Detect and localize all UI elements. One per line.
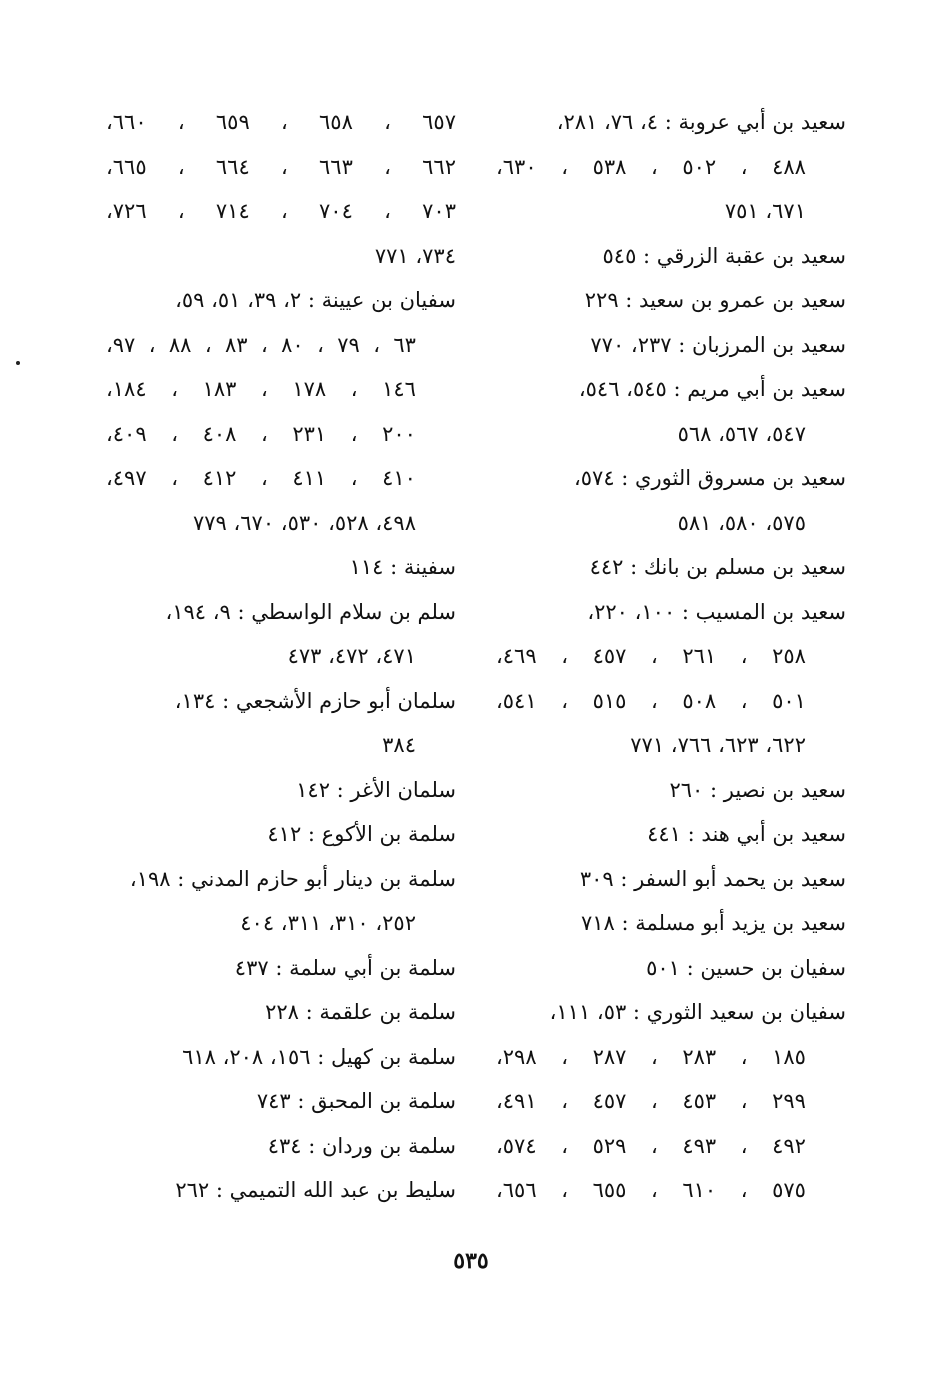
index-entry-continuation: ٢٥٨ ، ٢٦١ ، ٤٥٧ ، ٤٦٩، (496, 644, 806, 668)
index-entry-continuation: ٢٥٢، ٣١٠، ٣١١، ٤٠٤ (240, 911, 416, 935)
index-entry: سعيد بن أبي عروبة : ٤، ٧٦، ٢٨١، (556, 110, 846, 134)
index-entry: ٦٦٢ ، ٦٦٣ ، ٦٦٤ ، ٦٦٥، (106, 154, 456, 179)
index-entry-continuation: ٥٧٥ ، ٦١٠ ، ٦٥٥ ، ٦٥٦، (496, 1178, 806, 1202)
index-entry-continuation: ٢٠٠ ، ٢٣١ ، ٤٠٨ ، ٤٠٩، (106, 421, 416, 446)
index-entry-continuation: ٤٨٨ ، ٥٠٢ ، ٥٣٨ ، ٦٣٠، (496, 154, 806, 179)
index-entry: سعيد بن يحمد أبو السفر : ٣٠٩ (579, 866, 846, 891)
index-entry-continuation: ٥٧٥، ٥٨٠، ٥٨١ (677, 510, 806, 535)
index-entry: ٦٥٧ ، ٦٥٨ ، ٦٥٩ ، ٦٦٠، (106, 110, 456, 134)
index-entry: سلمان الأغر : ١٤٢ (296, 777, 456, 802)
index-entry: ٧٣٤، ٧٧١ (374, 243, 456, 268)
index-entry: سليط بن عبد الله التميمي : ٢٦٢ (175, 1178, 456, 1202)
index-entry: سفيان بن حسين : ٥٠١ (646, 955, 846, 980)
index-entry: سعيد بن عقبة الزرقي : ٥٤٥ (602, 243, 846, 268)
index-entry: سلمة بن الأكوع : ٤١٢ (267, 822, 456, 846)
index-entry-continuation: ٦٢٢، ٦٢٣، ٧٦٦، ٧٧١ (630, 733, 806, 757)
index-entry-continuation: ٤١٠ ، ٤١١ ، ٤١٢ ، ٤٩٧، (106, 466, 416, 490)
index-entry-continuation: ٢٩٩ ، ٤٥٣ ، ٤٥٧ ، ٤٩١، (496, 1089, 806, 1113)
index-entry: سعيد بن أبي هند : ٤٤١ (647, 822, 846, 846)
index-entry: سلمان أبو حازم الأشجعي : ١٣٤، (174, 688, 456, 713)
index-entry-continuation: ١٨٥ ، ٢٨٣ ، ٢٨٧ ، ٢٩٨، (496, 1044, 806, 1069)
index-entry: سفينة : ١١٤ (349, 555, 456, 579)
index-entry-continuation: ٦٣ ، ٧٩ ، ٨٠ ، ٨٣ ، ٨٨ ، ٩٧، (106, 332, 416, 357)
index-entry: سلمة بن أبي سلمة : ٤٣٧ (234, 955, 456, 980)
index-entry-continuation: ٥٠١ ، ٥٠٨ ، ٥١٥ ، ٥٤١، (496, 688, 806, 713)
index-entry-continuation: ٤٩٨، ٥٢٨، ٥٣٠، ٦٧٠، ٧٧٩ (192, 510, 416, 535)
index-entry: سفيان بن عيينة : ٢، ٣٩، ٥١، ٥٩، (175, 288, 456, 312)
index-entry: ٧٠٣ ، ٧٠٤ ، ٧١٤ ، ٧٢٦، (106, 199, 456, 223)
index-entry-continuation: ٥٤٧، ٥٦٧، ٥٦٨ (677, 421, 806, 446)
scan-speck (16, 361, 20, 365)
index-entry: سعيد بن المرزبان : ٢٣٧، ٧٧٠ (590, 332, 846, 357)
index-entry-continuation: ٣٨٤ (382, 733, 416, 757)
index-entry: سعيد بن نصير : ٢٦٠ (669, 777, 846, 802)
index-entry: سعيد بن أبي مريم : ٥٤٥، ٥٤٦، (578, 377, 846, 401)
index-entry-continuation: ٤٩٢ ، ٤٩٣ ، ٥٢٩ ، ٥٧٤، (496, 1133, 806, 1158)
index-entry: سلمة بن وردان : ٤٣٤ (267, 1133, 456, 1158)
page-number: ٥٣٥ (453, 1248, 489, 1274)
index-entry-continuation: ٦٧١، ٧٥١ (724, 199, 806, 223)
right-index-column (496, 100, 846, 1213)
index-entry: سلمة بن دينار أبو حازم المدني : ١٩٨، (129, 866, 456, 891)
index-entry: سعيد بن مسروق الثوري : ٥٧٤، (574, 466, 846, 490)
index-entry: سلمة بن كهيل : ١٥٦، ٢٠٨، ٦١٨ (182, 1044, 456, 1069)
index-entry: سلمة بن علقمة : ٢٢٨ (265, 1000, 456, 1024)
left-index-column (106, 100, 456, 1213)
index-entry: سعيد بن مسلم بن بانك : ٤٤٢ (589, 555, 846, 579)
index-entry: سفيان بن سعيد الثوري : ٥٣، ١١١، (549, 1000, 846, 1024)
index-entry-continuation: ١٤٦ ، ١٧٨ ، ١٨٣ ، ١٨٤، (106, 377, 416, 401)
index-entry-continuation: ٤٧١، ٤٧٢، ٤٧٣ (287, 644, 416, 668)
index-entry: سعيد بن عمرو بن سعيد : ٢٢٩ (584, 288, 846, 312)
index-entry: سعيد بن المسيب : ١٠٠، ٢٢٠، (587, 599, 846, 624)
index-entry: سلمة بن المحبق : ٧٤٣ (256, 1089, 456, 1113)
index-entry: سعيد بن يزيد أبو مسلمة : ٧١٨ (580, 911, 846, 935)
index-entry: سلم بن سلام الواسطي : ٩، ١٩٤، (165, 599, 456, 624)
